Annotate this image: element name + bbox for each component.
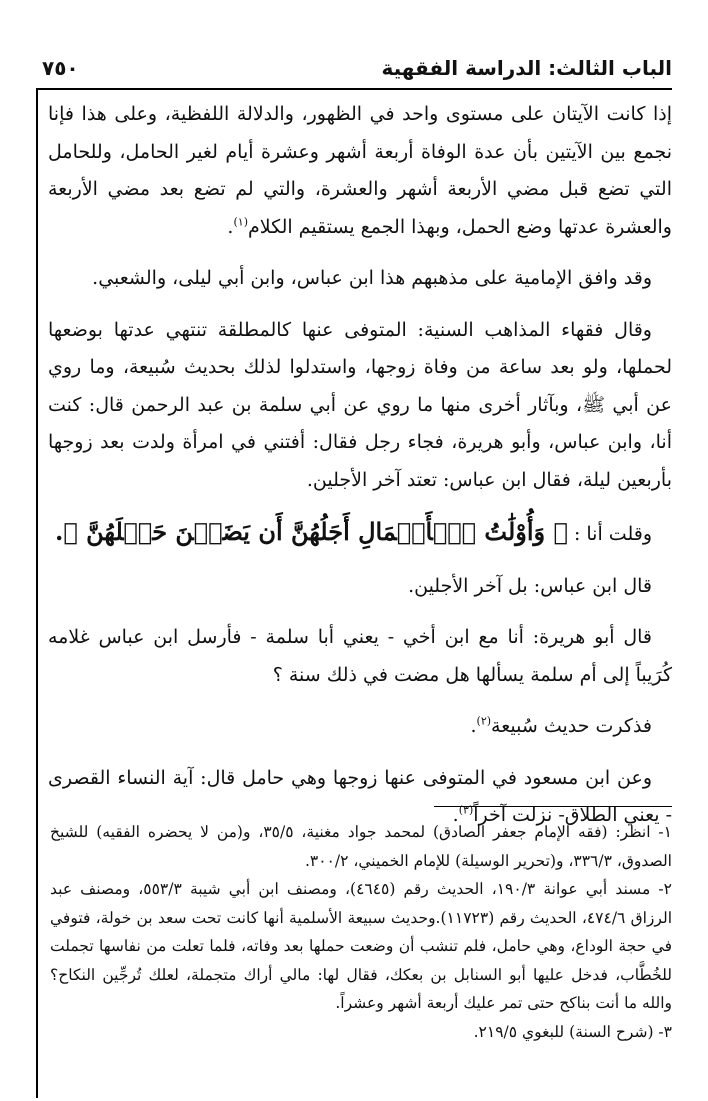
running-title: الباب الثالث: الدراسة الفقهية <box>381 56 672 80</box>
footnote-1 <box>50 818 672 875</box>
paragraph-1 <box>48 96 672 246</box>
margin-rule <box>36 88 38 1098</box>
paragraph-2: وقد وافق الإمامية على مذهبهم هذا ابن عباس، وابن أبي ليلى، والشعبي. <box>92 267 652 289</box>
page-number: ٧٥٠ <box>42 56 79 80</box>
paragraph-3: وقال فقهاء المذاهب السنية: المتوفى عنها كالمطلقة تنتهي عدتها بوضعها لحملها، ولو بعد ساعة من وفاة زوجها، واستدلوا لذلك بحديث سُبيعة، وما روي عن أبي ﷺ، وبآثار أخرى منها ما روي عن أبي سلمة بن عبد الرحمن قال: كنت أنا، وابن عباس، وأبو هريرة، فجاء رجل فقال: أفتني في امرأة ولدت بعد زوجها بأربعين ليلة، فقال ابن عباس: تعتد آخر الأجلين. <box>48 318 672 491</box>
quote-intro: وقلت أنا : <box>573 523 652 545</box>
paragraph-1-end: . <box>227 215 234 238</box>
page-header <box>36 56 672 86</box>
header-rule <box>36 88 672 90</box>
footnotes <box>50 818 672 1046</box>
footnote-text: (شرح السنة) للبغوي ٢١٩/٥. <box>473 1022 659 1041</box>
paragraph-7 <box>48 708 672 746</box>
paragraph-5: قال ابن عباس: بل آخر الأجلين. <box>408 574 652 597</box>
footnote-3 <box>50 1018 672 1047</box>
footnote-ref-2[interactable]: (٢) <box>476 714 492 728</box>
paragraph-7-end: . <box>470 715 477 737</box>
paragraph-7-text: فذكرت حديث سُبيعة <box>491 715 652 737</box>
main-text <box>48 96 672 835</box>
paragraph-8-end: . <box>452 804 459 826</box>
footnote-number: ١- <box>658 823 672 841</box>
paragraph-6: قال أبو هريرة: أنا مع ابن أخي - يعني أبا سلمة - فأرسل ابن عباس غلامه كُرَيباً إلى أم سلمة يسألها هل مضت في ذلك سنة ؟ <box>48 626 672 686</box>
book-page <box>36 0 672 1101</box>
footnote-number: ٢- <box>658 880 672 898</box>
paragraph-8-text: وعن ابن مسعود في المتوفى عنها زوجها وهي حامل قال: آية النساء القصرى - يعني الطلاق- نزلت آخراً <box>48 766 672 826</box>
paragraph-1-text: إذا كانت الآيتان على مستوى واحد في الظهور، والدلالة اللفظية، وعلى هذا فإنا نجمع بين الآيتين بأن عدة الوفاة أربعة أشهر وعشرة أيام لغير الحامل، وللحامل التي تضع قبل مضي الأربعة أشهر والعشرة، والتي لم تضع بعد مضي الأربعة والعشرة عدتها وضع الحمل، وبهذا الجمع يستقيم الكلام <box>48 103 672 238</box>
footnote-2 <box>50 875 672 1018</box>
footnote-number: ٣- <box>658 1022 672 1041</box>
quran-verse: ﴿ وَأُوْلَٰتُ ٱلۡأَحۡمَالِ أَجَلُهُنَّ أَن يَضَعۡنَ حَمۡلَهُنَّ ﴾. <box>55 517 568 546</box>
footnote-separator <box>434 806 672 807</box>
paragraph-4 <box>48 513 672 554</box>
footnote-ref-1[interactable]: (١) <box>233 215 248 229</box>
footnote-text: مسند أبي عوانة ١٩٠/٣، الحديث رقم (٤٦٤٥)، ومصنف ابن أبي شيبة ٥٥٣/٣، ومصنف عبد الرزاق ٤٧٤/٦، الحديث رقم (١١٧٢٣).وحديث سبيعة الأسلمية أنها كانت تحت سعد بن خولة، فتوفي في حجة الوداع، وهي حامل، فلم تنشب أن وضعت حملها بعد وفاته، فلما تعلت من نفاسها تجملت للخُطَّاب، فدخل عليها أبو السنابل بن بعكك، فقال لها: مالي أراك متجملة، لعلك تُرجِّين النكاح؟ والله ما أنت بناكح حتى تمر عليك أربعة أشهر وعشراً. <box>50 880 673 1012</box>
footnote-ref-3[interactable]: (٣) <box>458 803 474 817</box>
footnote-text: انظر: (فقه الإمام جعفر الصادق) لمحمد جواد مغنية، ٣٥/٥، و(من لا يحضره الفقيه) للشيخ الصدوق، ٣٣٦/٣، و(تحرير الوسيلة) للإمام الخميني، ٣٠٠/٢. <box>50 823 672 870</box>
